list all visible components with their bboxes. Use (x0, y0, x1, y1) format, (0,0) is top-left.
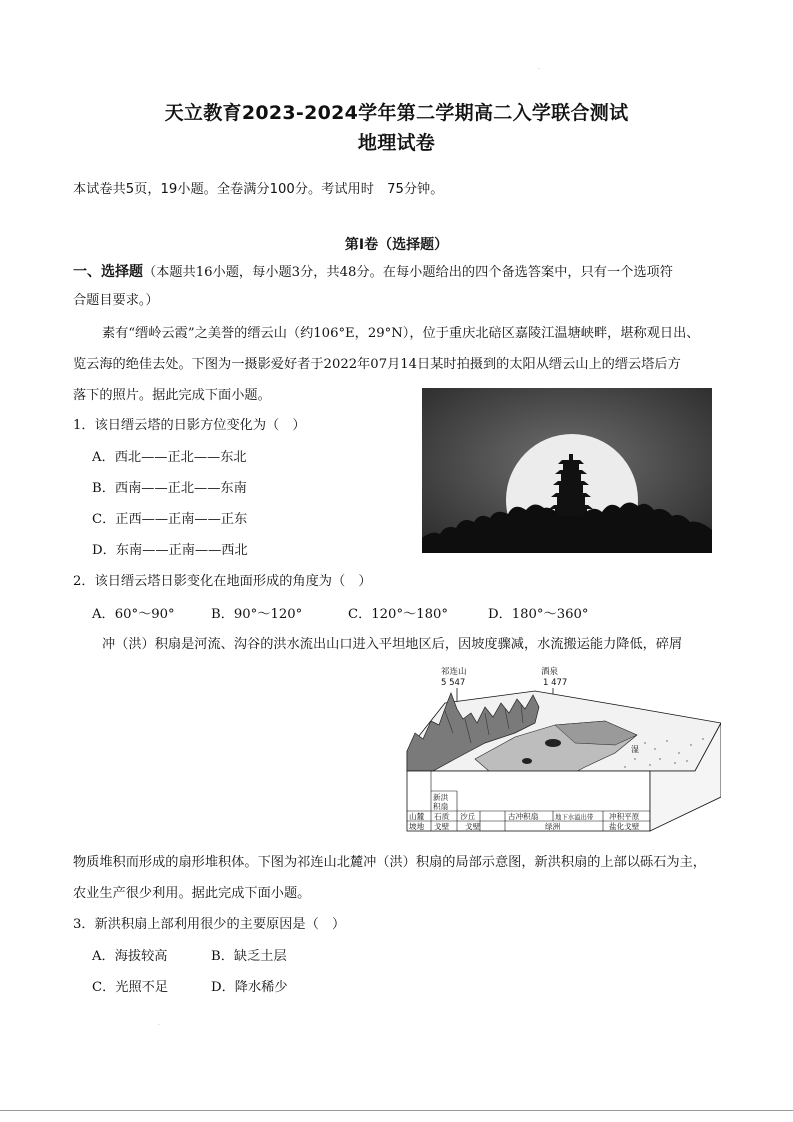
label-piedmont-2: 坡地 (409, 822, 425, 831)
wet-label: 湿 (631, 745, 639, 754)
sunset-pagoda-illustration (422, 388, 712, 553)
question-2-option-d[interactable]: D．180°～360° (488, 607, 589, 622)
peak2-name: 酒泉 (541, 667, 559, 677)
question-1-option-a[interactable]: A．西北——正北——东北 (92, 450, 247, 465)
alluvial-fan-block-diagram (405, 663, 721, 841)
question-1-option-d[interactable]: D．东南——正南——西北 (92, 543, 248, 558)
part-instructions: （本题共16小题，每小题3分，共48分。在每小题给出的四个备选答案中，只有一个选项符 (143, 265, 673, 280)
question-2-option-b[interactable]: B．90°～120° (211, 607, 303, 622)
passage2-line2: 物质堆积而形成的扇形堆积体。下图为祁连山北麓冲（洪）积扇的局部示意图，新洪积扇的上部以砾石为主， (73, 855, 706, 870)
scan-dot-2: · (158, 1022, 160, 1029)
question-3-option-c[interactable]: C．光照不足 (92, 980, 169, 995)
alluvial-fan-diagram (405, 663, 721, 841)
label-piedmont-1: 山麓 (409, 812, 425, 821)
sunset-pagoda-photo (422, 388, 712, 553)
label-old-fan: 古冲积扇 (508, 812, 539, 821)
label-oasis: 绿洲 (545, 822, 561, 831)
question-2-option-a[interactable]: A．60°～90° (92, 607, 175, 622)
exam-info: 本试卷共5页，19小题。全卷满分100分。考试用时 75分钟。 (73, 182, 444, 197)
passage2-line3: 农业生产很少利用。据此完成下面小题。 (73, 886, 311, 901)
label-new-fan-2: 积扇 (433, 802, 449, 811)
question-3-option-a[interactable]: A．海拔较高 (92, 949, 168, 964)
part-heading (73, 262, 673, 283)
exam-title: 天立教育2023-2024学年第二学期高二入学联合测试 (164, 102, 629, 124)
peak2-elevation: 1 477 (543, 678, 568, 688)
part-label: 一、选择题 (73, 264, 143, 280)
passage1-line3: 落下的照片。据此完成下面小题。 (73, 388, 271, 403)
label-dune-1: 沙丘 (460, 812, 476, 821)
label-dune-2: 戈壁 (465, 822, 481, 831)
peak1-elevation: 5 547 (441, 678, 466, 688)
question-1-option-b[interactable]: B．西南——正北——东南 (92, 481, 247, 496)
peak1-name: 祁连山 (441, 667, 467, 677)
label-stony-1: 石质 (434, 812, 450, 821)
passage1-line1: 素有“缙岭云霞”之美誉的缙云山（约106°E，29°N），位于重庆北碚区嘉陵江温塘峡畔，堪称观日出、 (102, 326, 700, 341)
label-plain: 冲积平原 (609, 812, 640, 821)
question-2-stem: 2．该日缙云塔日影变化在地面形成的角度为（ ） (73, 574, 372, 589)
passage2-line1: 冲（洪）积扇是河流、沟谷的洪水流出山口进入平坦地区后，因坡度骤减，水流搬运能力降低，碎屑 (102, 637, 683, 652)
page-bottom-rule (0, 1110, 793, 1111)
label-groundwater: 地下水溢出带 (555, 813, 594, 821)
question-1-option-c[interactable]: C．正西——正南——正东 (92, 512, 248, 527)
section-title: 第Ⅰ卷（选择题） (344, 237, 449, 253)
question-1-stem: 1．该日缙云塔的日影方位变化为（ ） (73, 418, 306, 433)
label-new-fan-1: 新洪 (433, 793, 449, 802)
part-instructions-cont: 合题目要求。） (73, 293, 159, 308)
label-stony-2: 戈壁 (434, 822, 450, 831)
question-3-option-b[interactable]: B．缺乏土层 (211, 949, 287, 964)
exam-subject: 地理试卷 (357, 132, 436, 154)
scan-dot: · (538, 66, 540, 73)
question-3-option-d[interactable]: D．降水稀少 (211, 980, 288, 995)
question-3-stem: 3．新洪积扇上部利用很少的主要原因是（ ） (73, 917, 346, 932)
question-2-option-c[interactable]: C．120°～180° (348, 607, 448, 622)
passage1-line2: 览云海的绝佳去处。下图为一摄影爱好者于2022年07月14日某时拍摄到的太阳从缙云山上的缙云塔后方 (73, 357, 681, 372)
label-saline: 盐化戈壁 (609, 822, 640, 831)
